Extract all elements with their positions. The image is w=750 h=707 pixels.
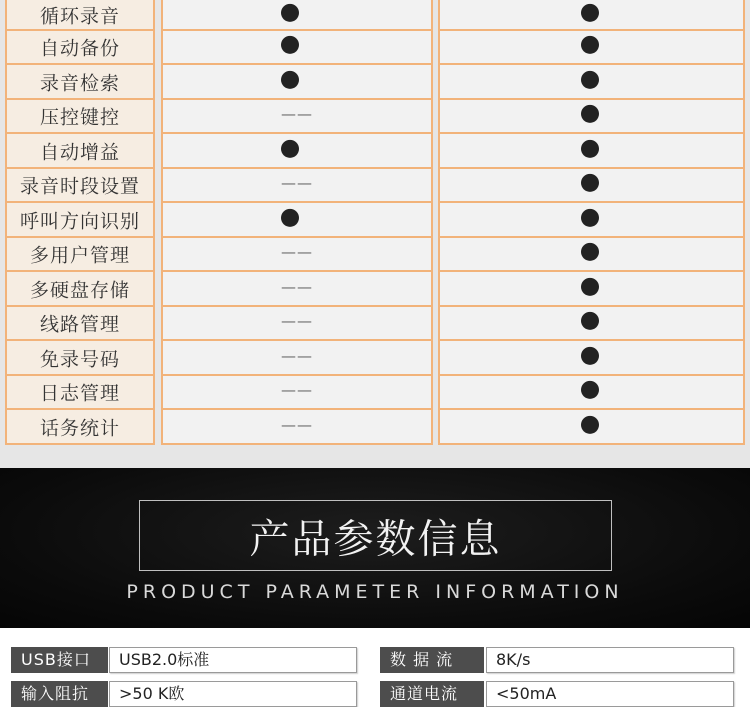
supported-dot-icon bbox=[281, 208, 299, 226]
model-b-cell bbox=[438, 100, 745, 134]
table-row bbox=[0, 376, 750, 410]
table-row bbox=[0, 100, 750, 134]
model-b-cell bbox=[438, 65, 745, 100]
model-a-cell bbox=[161, 100, 433, 134]
supported-dot-icon bbox=[581, 415, 599, 433]
table-row bbox=[0, 341, 750, 376]
feature-label: 话务统计 bbox=[39, 417, 120, 439]
table-row bbox=[0, 134, 750, 169]
supported-dot-icon bbox=[581, 139, 599, 157]
table-row bbox=[0, 65, 750, 100]
feature-label-cell bbox=[5, 341, 155, 376]
model-b-cell bbox=[438, 169, 745, 203]
param-key: 数 据 流 bbox=[380, 647, 484, 673]
param-key: USB接口 bbox=[11, 647, 108, 673]
model-b-cell bbox=[438, 272, 745, 307]
supported-dot-icon bbox=[281, 3, 299, 21]
feature-label: 多硬盘存储 bbox=[29, 279, 130, 301]
banner-subtitle: PRODUCT PARAMETER INFORMATION bbox=[126, 581, 624, 603]
feature-label: 自动增益 bbox=[39, 141, 120, 163]
supported-dot-icon bbox=[581, 277, 599, 295]
banner-title: 产品参数信息 bbox=[249, 516, 502, 562]
feature-label: 日志管理 bbox=[39, 382, 120, 405]
feature-label-cell bbox=[5, 203, 155, 238]
feature-label: 多用户管理 bbox=[29, 244, 130, 267]
feature-label: 循环录音 bbox=[39, 5, 120, 27]
feature-label: 自动备份 bbox=[39, 37, 120, 60]
feature-label: 压控键控 bbox=[39, 106, 120, 129]
supported-dot-icon bbox=[281, 70, 299, 88]
feature-label-cell bbox=[5, 31, 155, 65]
model-a-cell bbox=[161, 341, 433, 376]
feature-label: 呼叫方向识别 bbox=[19, 210, 140, 232]
param-value: USB2.0标准 bbox=[109, 647, 357, 673]
feature-label-cell bbox=[5, 272, 155, 307]
model-a-cell bbox=[161, 238, 433, 272]
table-row bbox=[0, 203, 750, 238]
feature-label: 线路管理 bbox=[39, 313, 120, 336]
supported-dot-icon bbox=[581, 3, 599, 21]
model-a-cell bbox=[161, 376, 433, 410]
not-supported-dash: —— bbox=[281, 173, 313, 192]
model-b-cell bbox=[438, 410, 745, 445]
model-a-cell bbox=[161, 134, 433, 169]
feature-label: 免录号码 bbox=[39, 348, 120, 370]
table-row bbox=[0, 272, 750, 307]
supported-dot-icon bbox=[281, 36, 299, 54]
feature-label-cell bbox=[5, 376, 155, 410]
model-a-cell bbox=[161, 0, 433, 31]
model-a-cell bbox=[161, 65, 433, 100]
parameter-list bbox=[0, 628, 750, 704]
model-a-cell bbox=[161, 307, 433, 341]
supported-dot-icon bbox=[581, 70, 599, 88]
not-supported-dash: —— bbox=[281, 311, 313, 330]
model-a-cell bbox=[161, 410, 433, 445]
param-value: <50mA bbox=[486, 681, 734, 707]
supported-dot-icon bbox=[281, 139, 299, 157]
supported-dot-icon bbox=[581, 243, 599, 261]
supported-dot-icon bbox=[581, 312, 599, 330]
feature-label-cell bbox=[5, 0, 155, 31]
not-supported-dash: —— bbox=[281, 104, 313, 123]
not-supported-dash: —— bbox=[281, 277, 313, 296]
model-a-cell bbox=[161, 169, 433, 203]
model-b-cell bbox=[438, 0, 745, 31]
feature-label-cell bbox=[5, 238, 155, 272]
table-row bbox=[0, 31, 750, 65]
model-b-cell bbox=[438, 31, 745, 65]
feature-label-cell bbox=[5, 134, 155, 169]
param-value: 8K/s bbox=[486, 647, 734, 673]
table-row bbox=[0, 0, 750, 31]
table-row bbox=[0, 307, 750, 341]
not-supported-dash: —— bbox=[281, 415, 313, 434]
table-row bbox=[0, 238, 750, 272]
feature-label-cell bbox=[5, 410, 155, 445]
model-b-cell bbox=[438, 341, 745, 376]
feature-label-cell bbox=[5, 307, 155, 341]
model-a-cell bbox=[161, 272, 433, 307]
not-supported-dash: —— bbox=[281, 380, 313, 399]
supported-dot-icon bbox=[581, 105, 599, 123]
model-b-cell bbox=[438, 203, 745, 238]
banner-title-frame bbox=[139, 500, 612, 571]
feature-label-cell bbox=[5, 100, 155, 134]
table-row bbox=[0, 169, 750, 203]
feature-label-cell bbox=[5, 169, 155, 203]
feature-label-cell bbox=[5, 65, 155, 100]
model-a-cell bbox=[161, 31, 433, 65]
param-value: >50 K欧 bbox=[109, 681, 357, 707]
model-a-cell bbox=[161, 203, 433, 238]
supported-dot-icon bbox=[581, 36, 599, 54]
supported-dot-icon bbox=[581, 208, 599, 226]
param-key: 输入阻抗 bbox=[11, 681, 108, 707]
table-row bbox=[0, 410, 750, 445]
model-b-cell bbox=[438, 134, 745, 169]
not-supported-dash: —— bbox=[281, 242, 313, 261]
model-b-cell bbox=[438, 238, 745, 272]
supported-dot-icon bbox=[581, 381, 599, 399]
supported-dot-icon bbox=[581, 174, 599, 192]
supported-dot-icon bbox=[581, 346, 599, 364]
param-key: 通道电流 bbox=[380, 681, 484, 707]
feature-label: 录音时段设置 bbox=[19, 175, 140, 198]
section-banner bbox=[0, 468, 750, 628]
not-supported-dash: —— bbox=[281, 346, 313, 365]
feature-label: 录音检索 bbox=[39, 72, 120, 94]
model-b-cell bbox=[438, 376, 745, 410]
model-b-cell bbox=[438, 307, 745, 341]
